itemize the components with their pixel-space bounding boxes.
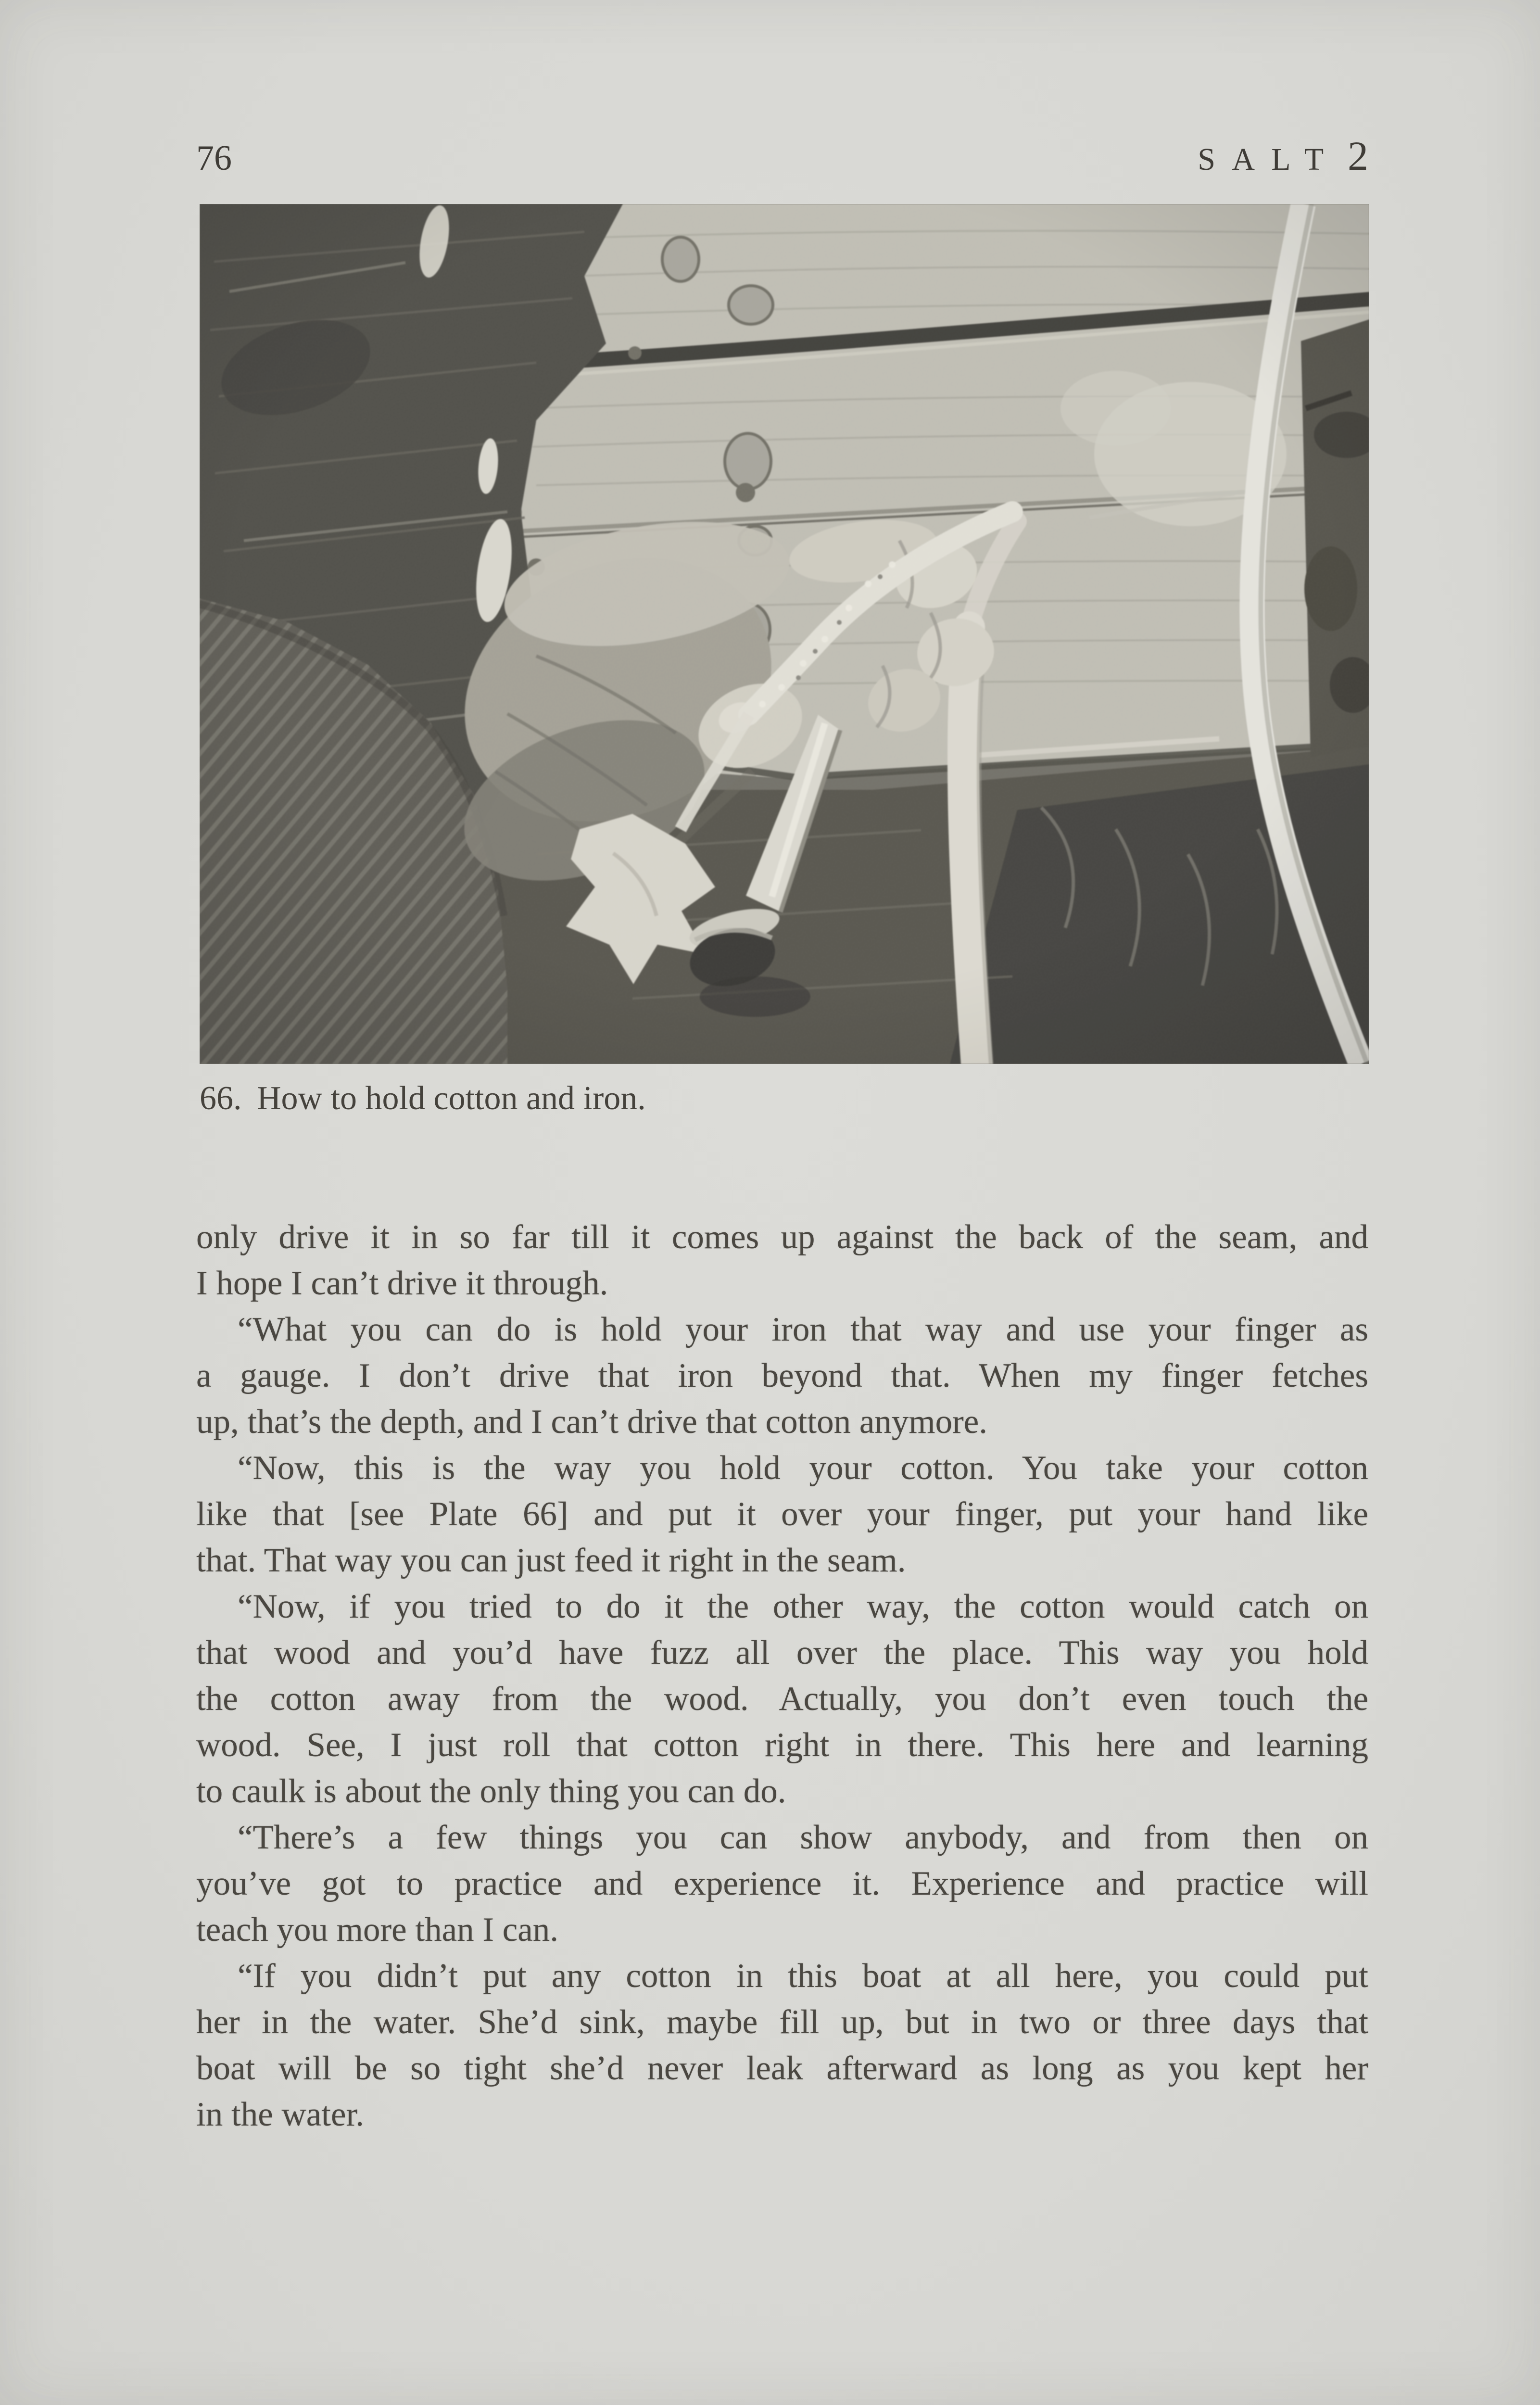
figure-caption — [200, 1079, 1372, 1118]
text-line: in the water. — [196, 2096, 364, 2133]
running-head — [196, 133, 1368, 179]
text-line: to caulk is about the only thing you can do. — [196, 1772, 786, 1810]
text-line: “If you didn’t put any cotton in this boat at all here, you could put — [238, 1957, 1368, 1995]
text-line: a gauge. I don’t drive that iron beyond that. When my finger fetches — [196, 1357, 1368, 1394]
text-line: “There’s a few things you can show anybody, and from then on — [238, 1819, 1368, 1856]
text-line: teach you more than I can. — [196, 1911, 559, 1949]
text-line: I hope I can’t drive it through. — [196, 1265, 608, 1302]
text-line: like that [see Plate 66] and put it over your finger, put your hand like — [196, 1495, 1368, 1533]
body-text — [196, 1214, 1368, 2138]
page-number: 76 — [196, 139, 232, 178]
text-line: boat will be so tight she’d never leak afterward as long as you kept her — [196, 2050, 1368, 2087]
text-line: you’ve got to practice and experience it. Experience and practice will — [196, 1865, 1368, 1902]
plate-66-photo-illustration — [200, 204, 1369, 1064]
text-line: wood. See, I just roll that cotton right in there. This here and learning — [196, 1726, 1368, 1764]
text-line: that. That way you can just feed it right in the seam. — [196, 1542, 906, 1579]
plate-66-photo — [200, 204, 1369, 1064]
figure-caption-number: 66. — [200, 1080, 242, 1117]
running-title-volume: 2 — [1348, 133, 1368, 179]
text-line: only drive it in so far till it comes up against the back of the seam, and — [196, 1218, 1368, 1256]
text-line: the cotton away from the wood. Actually, you don’t even touch the — [196, 1680, 1368, 1718]
text-line: her in the water. She’d sink, maybe fill up, but in two or three days that — [196, 2003, 1368, 2041]
text-line: that wood and you’d have fuzz all over the place. This way you hold — [196, 1634, 1368, 1671]
running-title — [1198, 133, 1368, 179]
running-title-word: SALT — [1198, 142, 1340, 177]
text-line: “Now, this is the way you hold your cotton. You take your cotton — [238, 1449, 1368, 1487]
figure-caption-text: How to hold cotton and iron. — [257, 1080, 646, 1117]
text-line: up, that’s the depth, and I can’t drive that cotton anymore. — [196, 1403, 988, 1441]
text-line: “Now, if you tried to do it the other way, the cotton would catch on — [238, 1588, 1368, 1625]
text-line: “What you can do is hold your iron that way and use your finger as — [238, 1311, 1368, 1348]
